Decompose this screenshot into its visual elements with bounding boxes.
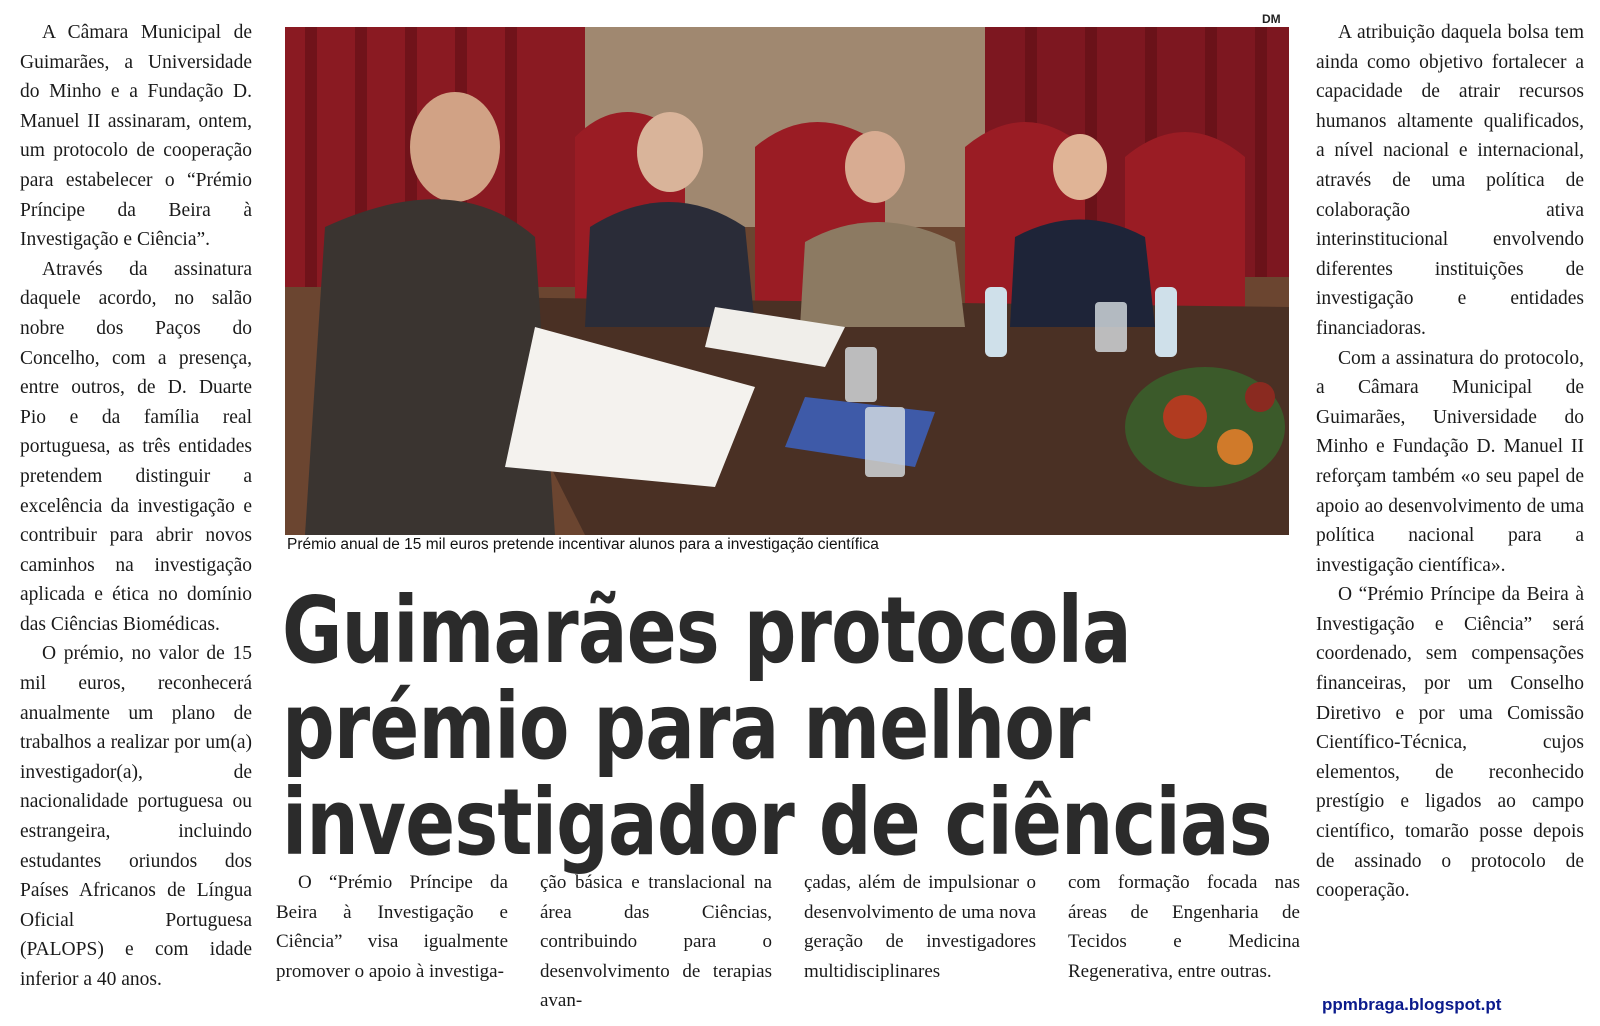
photo-illustration [285,27,1289,535]
paragraph: Através da assinatura daquele acordo, no salão nobre dos Paços do Concelho, com a presença, entre outros, de D. Duarte Pio e da família real portuguesa, as três entidades pretendem distinguir a excelência da investigação e contribuir para abrir novos caminhos na investigação aplicada e ética no domínio das Ciências Biomédicas. [20,258,252,635]
paragraph: çadas, além de impulsionar o desenvolvimento de uma nova geração de investigadores multidisciplinares [804,872,1036,982]
paragraph: O “Prémio Príncipe da Beira à Investigação e Ciência” visa igualmente promover o apoio à investiga- [276,872,508,982]
paragraph: A atribuição daquela bolsa tem ainda como objetivo fortalecer a capacidade de atrair recursos humanos altamente qualificados, a nível nacional e internacional, através de uma política de colaboração ativa interinstitucional envolvendo diferentes instituições de investigação e entidades financiadoras. [1316,22,1584,339]
paragraph: O “Prémio Príncipe da Beira à Investigação e Ciência” será coordenado, sem compensações financeiras, por um Conselho Diretivo e por uma Comissão Científico-Técnica, cujos elementos, de reconhecido prestígio e ligados ao campo científico, tomarão posse depois de assinado o protocolo de cooperação. [1316,584,1584,902]
photo-credit: DM [1262,12,1281,26]
headline [282,577,1272,876]
photo-caption: Prémio anual de 15 mil euros pretende incentivar alunos para a investigação científica [287,536,879,553]
paragraph: O prémio, no valor de 15 mil euros, reconhecerá anualmente um plano de trabalhos a realizar por um(a) investigador(a), de nacionalidade portuguesa ou estrangeira, incluindo estudantes oriundos dos Países Africanos de Língua Oficial Portuguesa (PALOPS) e com idade inferior a 40 anos. [20,643,252,990]
watermark: ppmbraga.blogspot.pt [1322,995,1502,1014]
bottom-text-column [1068,868,1300,986]
bottom-text-column [540,868,772,1016]
left-text-column [20,18,252,995]
paragraph: com formação focada nas áreas de Engenharia de Tecidos e Medicina Regenerativa, entre outras. [1068,872,1300,982]
headline-line: Guimarães protocola [282,577,1131,684]
bottom-text-column [804,868,1036,986]
headline-line: prémio para melhor [282,673,1090,780]
paragraph: ção básica e translacional na área das Ciências, contribuindo para o desenvolvimento de terapias avan- [540,872,772,1012]
news-photo [285,27,1289,535]
headline-line: investigador de ciências [282,769,1272,876]
bottom-text-column [276,868,508,986]
right-text-column [1316,18,1584,906]
paragraph: A Câmara Municipal de Guimarães, a Universidade do Minho e a Fundação D. Manuel II assinaram, ontem, um protocolo de cooperação para estabelecer o “Prémio Príncipe da Beira à Investigação e Ciência”. [20,22,252,251]
paragraph: Com a assinatura do protocolo, a Câmara Municipal de Guimarães, Universidade do Minho e Fundação D. Manuel II reforçam também «o seu papel de apoio ao desenvolvimento de uma política nacional para a investigação científica». [1316,347,1584,576]
